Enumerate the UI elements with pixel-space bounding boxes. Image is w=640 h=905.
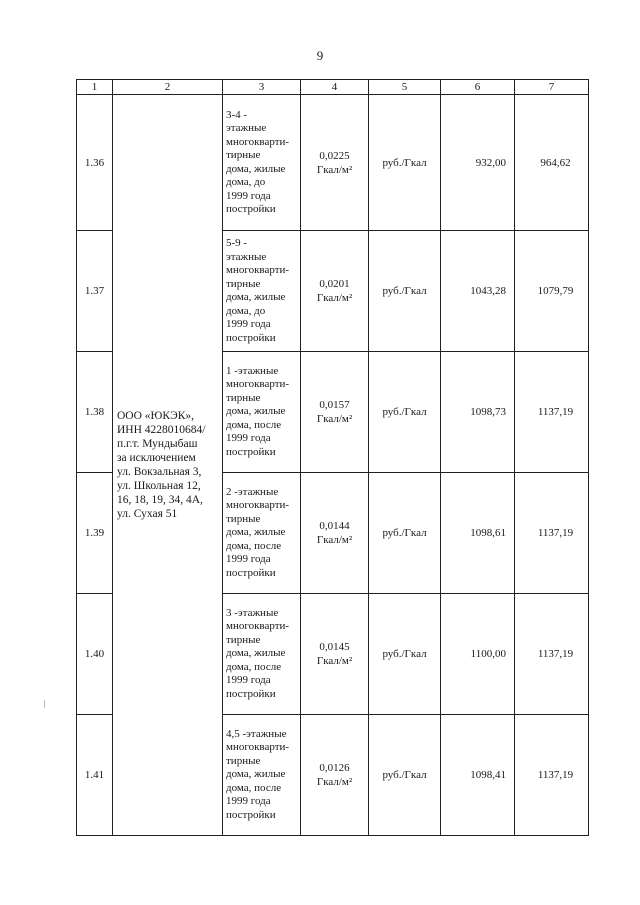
norm-unit: Гкал/м²: [316, 534, 353, 546]
column-header: 4: [301, 80, 369, 95]
consumption-norm: [301, 95, 369, 231]
tariff-value-col6: 1098,41: [441, 715, 515, 836]
description-line: дома, жилые: [226, 405, 286, 418]
tariff-value-col6: 932,00: [441, 95, 515, 231]
column-header: 7: [515, 80, 589, 95]
description-line: 1999 года: [226, 318, 271, 330]
description-line: дома, после: [226, 781, 282, 794]
row-number: 1.36: [77, 95, 113, 231]
description-line: постройки: [226, 808, 276, 821]
tariff-unit: руб./Гкал: [369, 594, 441, 715]
tariff-value-col7: 1079,79: [515, 231, 589, 352]
organization-line: за исключением: [117, 452, 196, 464]
description-line: дома, после: [226, 539, 282, 552]
organization-line: ул. Вокзальная 3,: [117, 466, 202, 478]
building-description: [223, 231, 301, 352]
row-number: 1.38: [77, 352, 113, 473]
description-line: дома, жилые: [226, 647, 286, 660]
norm-value: 0,0145: [319, 641, 350, 653]
tariff-unit: руб./Гкал: [369, 473, 441, 594]
consumption-norm: [301, 715, 369, 836]
description-line: тирные: [226, 754, 261, 767]
description-line: дома, жилые: [226, 526, 286, 539]
tariff-unit: руб./Гкал: [369, 352, 441, 473]
organization-line: ИНН 4228010684/: [117, 424, 206, 436]
description-line: постройки: [226, 566, 276, 579]
organization-line: ул. Сухая 51: [117, 508, 178, 520]
description-line: дома, жилые: [226, 768, 286, 781]
description-line: дома, после: [226, 660, 282, 673]
description-line: тирные: [226, 512, 261, 525]
description-line: 1999 года: [226, 432, 271, 445]
norm-unit: Гкал/м²: [316, 163, 353, 176]
description-line: дома, жилые: [226, 291, 286, 303]
organization-line: ООО «ЮКЭК»,: [117, 410, 195, 422]
description-line: тирные: [226, 391, 261, 404]
tariff-value-col7: 1137,19: [515, 594, 589, 715]
description-line: многокварти-: [226, 135, 290, 148]
description-line: многокварти-: [226, 264, 290, 276]
description-line: 1999 года: [226, 189, 271, 202]
norm-unit: Гкал/м²: [316, 655, 353, 667]
description-line: тирные: [226, 277, 261, 290]
organization-line: п.г.т. Мундыбаш: [117, 438, 198, 450]
description-line: дома, после: [226, 418, 282, 431]
description-line: многокварти-: [226, 741, 290, 754]
norm-unit: Гкал/м²: [316, 776, 353, 788]
row-number: 1.37: [77, 231, 113, 352]
description-line: 1 -этажные: [226, 364, 279, 377]
building-description: [223, 95, 301, 231]
norm-value: 0,0201: [319, 278, 350, 290]
organization-line: ул. Школьная 12,: [117, 480, 201, 492]
description-line: 1999 года: [226, 795, 271, 808]
description-line: многокварти-: [226, 499, 290, 512]
description-line: этажные: [226, 250, 267, 263]
column-header: 6: [441, 80, 515, 95]
row-number: 1.40: [77, 594, 113, 715]
column-header: 2: [113, 80, 223, 95]
tariff-unit: руб./Гкал: [369, 715, 441, 836]
description-line: 1999 года: [226, 674, 271, 687]
norm-value: 0,0225: [319, 149, 350, 162]
table-row: [77, 95, 589, 231]
description-line: постройки: [226, 445, 276, 458]
tariff-value-col7: 1137,19: [515, 473, 589, 594]
building-description: [223, 473, 301, 594]
description-line: этажные: [226, 122, 267, 134]
tariff-value-col7: 1137,19: [515, 715, 589, 836]
description-line: дома, до: [226, 304, 266, 317]
description-line: постройки: [226, 203, 276, 215]
row-number: 1.39: [77, 473, 113, 594]
description-line: многокварти-: [226, 378, 290, 391]
norm-value: 0,0157: [319, 399, 350, 411]
tariff-value-col7: 1137,19: [515, 352, 589, 473]
scan-edge-mark: [44, 700, 45, 708]
building-description: [223, 594, 301, 715]
description-line: 3-4 -: [226, 108, 248, 121]
page-number: 9: [316, 48, 324, 63]
tariff-table: [76, 79, 589, 836]
tariff-value-col7: 964,62: [515, 95, 589, 231]
organization-cell: [113, 95, 223, 836]
description-line: многокварти-: [226, 620, 290, 633]
description-line: дома, жилые: [226, 162, 286, 175]
norm-value: 0,0144: [319, 520, 350, 532]
description-line: 3 -этажные: [226, 606, 279, 619]
description-line: дома, до: [226, 176, 266, 188]
building-description: [223, 715, 301, 836]
description-line: 2 -этажные: [226, 485, 279, 498]
tariff-value-col6: 1098,73: [441, 352, 515, 473]
column-header: 3: [223, 80, 301, 95]
consumption-norm: [301, 594, 369, 715]
consumption-norm: [301, 352, 369, 473]
consumption-norm: [301, 473, 369, 594]
row-number: 1.41: [77, 715, 113, 836]
consumption-norm: [301, 231, 369, 352]
building-description: [223, 352, 301, 473]
column-header: 5: [369, 80, 441, 95]
norm-value: 0,0126: [319, 762, 350, 774]
description-line: 4,5 -этажные: [226, 727, 287, 740]
description-line: 1999 года: [226, 553, 271, 566]
organization-line: 16, 18, 19, 34, 4А,: [117, 494, 203, 506]
tariff-unit: руб./Гкал: [369, 231, 441, 352]
column-number-header: [77, 80, 589, 95]
tariff-value-col6: 1043,28: [441, 231, 515, 352]
column-header: 1: [77, 80, 113, 95]
norm-unit: Гкал/м²: [316, 413, 353, 425]
norm-unit: Гкал/м²: [316, 292, 353, 304]
description-line: постройки: [226, 687, 276, 700]
description-line: тирные: [226, 633, 261, 646]
tariff-value-col6: 1098,61: [441, 473, 515, 594]
description-line: постройки: [226, 331, 276, 344]
description-line: тирные: [226, 149, 261, 161]
tariff-value-col6: 1100,00: [441, 594, 515, 715]
description-line: 5-9 -: [226, 237, 248, 249]
tariff-unit: руб./Гкал: [369, 95, 441, 231]
